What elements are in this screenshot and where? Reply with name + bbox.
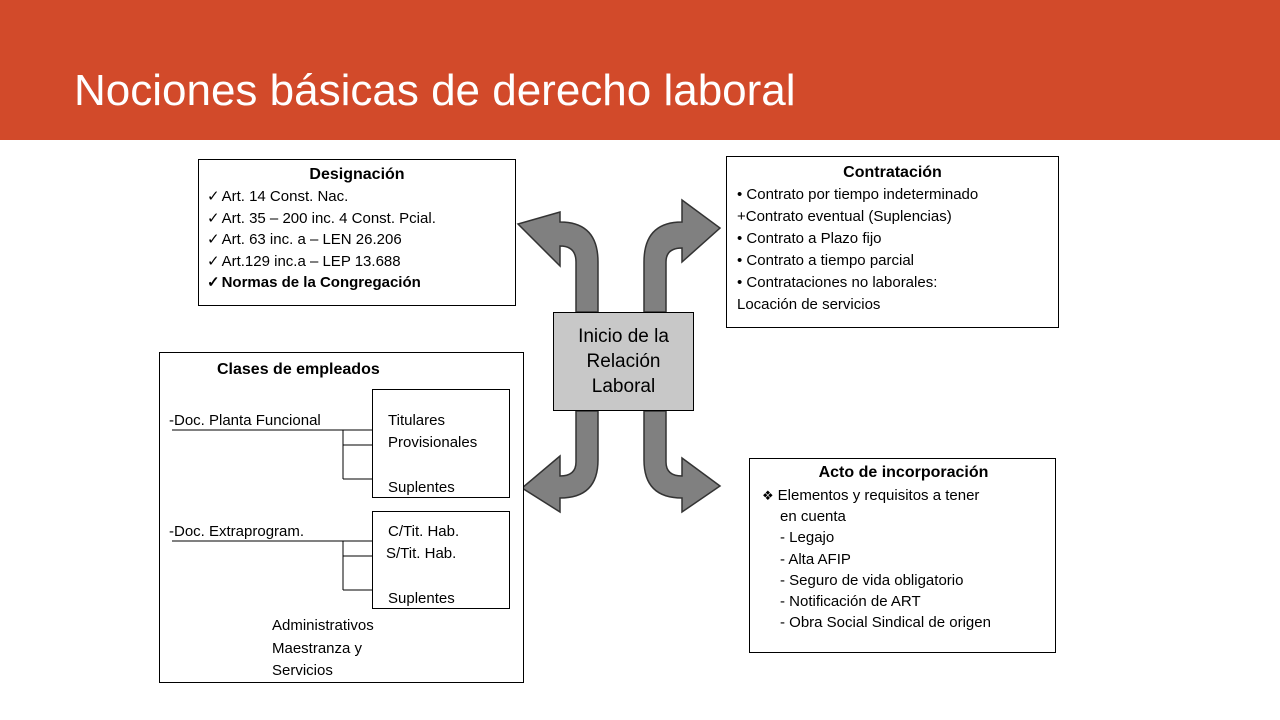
designacion-item: ✓ Normas de la Congregación [207,272,507,294]
group2-option: S/Tit. Hab. [386,545,457,562]
diamond-bullet-icon: ❖ [762,488,774,503]
designacion-item: ✓ Art. 35 – 200 inc. 4 Const. Pcial. [207,208,507,230]
designacion-item: ✓ Art. 14 Const. Nac. [207,186,507,208]
acto-line: - Legajo [780,529,835,547]
contratacion-line: Locación de servicios [737,296,881,313]
arrow-to-clases [522,411,598,512]
arrow-to-designacion [518,212,598,312]
group1-option: Titulares [388,412,445,429]
other-class: Maestranza y [272,640,363,657]
other-class: Servicios [272,662,333,679]
clases-empleados-box [159,352,524,683]
designacion-title: Designación [309,166,405,183]
designacion-box [198,159,516,306]
inicio-relacion-box [553,312,694,411]
contratacion-line: • Contrato a tiempo parcial [737,252,915,269]
center-line: Inicio de la [578,326,669,347]
acto-line: en cuenta [780,508,846,526]
group2-label: -Doc. Extraprogram. [169,523,305,540]
group1-label: -Doc. Planta Funcional [169,412,321,429]
clases-connectors [160,353,525,684]
group2-option: Suplentes [388,590,455,607]
slide-title: Nociones básicas de derecho laboral [74,66,796,115]
contratacion-line: +Contrato eventual (Suplencias) [737,208,952,225]
contratacion-line: • Contrato por tiempo indeterminado [737,186,979,203]
center-line: Laboral [591,376,656,397]
group2-option: C/Tit. Hab. [388,523,460,540]
acto-incorporacion-box [749,458,1056,653]
contratacion-line: • Contrato a Plazo fijo [737,230,882,247]
acto-line: - Alta AFIP [780,550,851,568]
arrow-to-acto [644,411,720,512]
acto-line: - Seguro de vida obligatorio [780,571,964,589]
designacion-item: ✓ Art.129 inc.a – LEP 13.688 [207,251,507,273]
group1-option: Provisionales [388,434,478,451]
arrow-to-contratacion [644,200,720,312]
acto-line: Elementos y requisitos a tener [777,487,980,504]
contratacion-title: Contratación [843,164,942,181]
acto-title: Acto de incorporación [818,464,989,481]
designacion-item: ✓ Art. 63 inc. a – LEN 26.206 [207,229,507,251]
clases-title: Clases de empleados [217,361,380,378]
acto-line: - Notificación de ART [780,593,921,611]
center-line: Relación [586,351,661,372]
contratacion-line: • Contrataciones no laborales: [737,274,938,291]
contratacion-box [726,156,1059,328]
acto-line: - Obra Social Sindical de origen [780,614,991,632]
other-class: Administrativos [272,617,374,634]
group1-option: Suplentes [388,479,455,496]
